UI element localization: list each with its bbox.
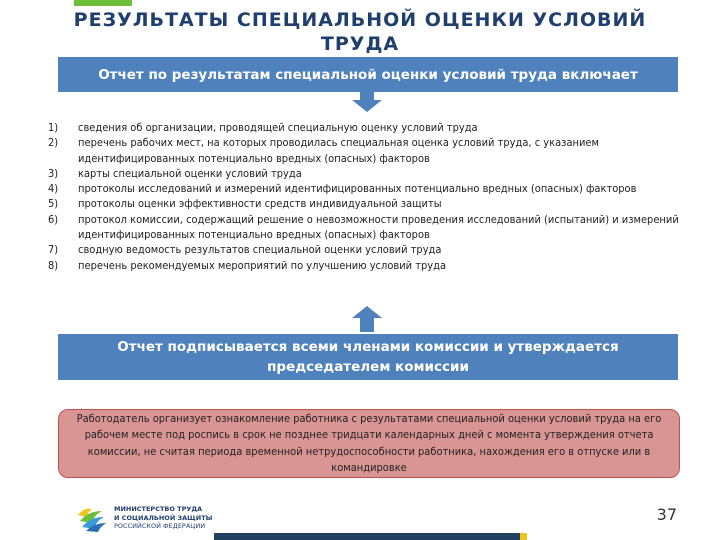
slide-title: РЕЗУЛЬТАТЫ СПЕЦИАЛЬНОЙ ОЦЕНКИ УСЛОВИЙ ТРУДА — [73, 9, 647, 55]
item-number: 3) — [48, 166, 59, 180]
item-number: 4) — [48, 182, 59, 196]
list-item — [42, 120, 694, 135]
bottom-accent — [520, 533, 527, 540]
list-item — [42, 181, 694, 196]
signing-note-box: Отчет подписывается всеми членами комиссии и утверждается председателем комиссии — [58, 334, 678, 380]
list-item — [42, 242, 694, 257]
item-number: 2) — [48, 136, 59, 150]
item-number: 8) — [48, 258, 59, 272]
list-item — [42, 135, 694, 166]
item-number: 1) — [48, 121, 59, 134]
item-text: сведения об организации, проводящей специальную оценку условий труда — [78, 121, 478, 134]
report-contents-list — [42, 120, 694, 273]
employer-note-box: Работодатель организует ознакомление работника с результатами специальной оценки условий труда на его рабочем месте под роспись в срок не позднее тридцати календарных дней с момента утверждения отчета комиссии, не считая периода временной нетрудоспособности работника, нахождения его в отпуске или в командировке — [58, 409, 680, 478]
arrow-up-icon — [352, 306, 382, 332]
bottom-bar — [214, 533, 520, 540]
item-text: протоколы исследований и измерений идентифицированных потенциально вредных (опасных) факторов — [78, 182, 637, 196]
arrow-down-icon — [352, 90, 382, 112]
item-text: сводную ведомость результатов специальной оценки условий труда — [78, 243, 442, 257]
ministry-name — [114, 505, 212, 531]
item-text: протоколы оценки эффективности средств индивидуальной защиты — [78, 197, 442, 211]
list-item — [42, 196, 694, 211]
top-accent-bar — [74, 0, 132, 6]
ministry-line: И СОЦИАЛЬНОЙ ЗАЩИТЫ — [114, 513, 213, 522]
item-text: карты специальной оценки условий труда — [78, 166, 302, 180]
list-item — [42, 166, 694, 181]
item-text: перечень рекомендуемых мероприятий по улучшению условий труда — [78, 258, 447, 272]
item-number: 6) — [48, 212, 59, 226]
item-text: перечень рабочих мест, на которых проводилась специальная оценка условий труда, с указанием идентифицированных потенциально вредных (опасных) факторов — [78, 136, 599, 165]
item-text: протокол комиссии, содержащий решение о невозможности проведения исследований (испытаний) и измерений идентифицированных потенциально вредных (опасных) факторов — [78, 212, 679, 242]
ministry-logo-icon — [74, 501, 108, 533]
report-header-box: Отчет по результатам специальной оценки условий труда включает — [58, 57, 678, 92]
item-number: 5) — [48, 197, 59, 211]
list-item — [42, 212, 694, 243]
item-number: 7) — [48, 243, 59, 257]
ministry-line: МИНИСТЕРСТВО ТРУДА — [114, 505, 203, 513]
ministry-line: РОССИЙСКОЙ ФЕДЕРАЦИИ — [114, 522, 206, 530]
list-item — [42, 258, 694, 273]
page-number: 37 — [656, 505, 677, 524]
